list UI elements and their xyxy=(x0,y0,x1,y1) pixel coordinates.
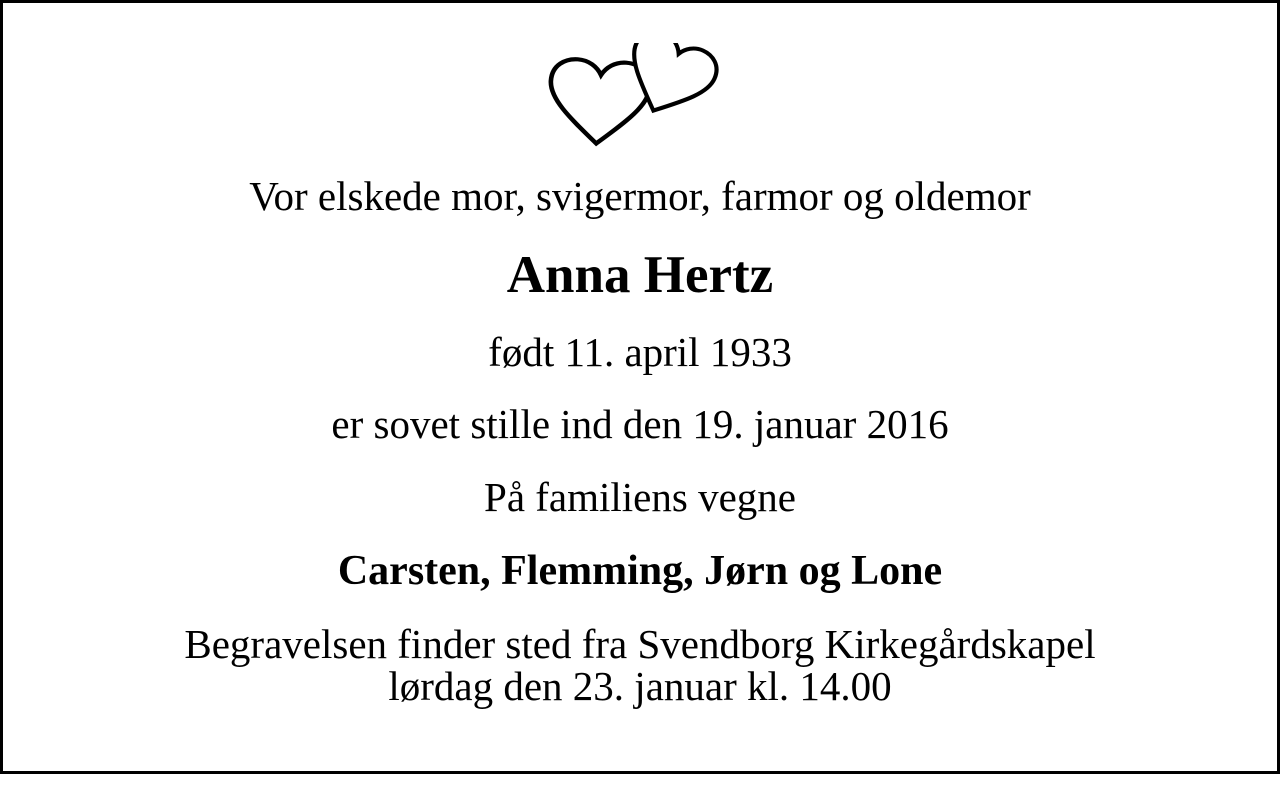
birth-date-line: født 11. april 1933 xyxy=(488,329,792,375)
double-hearts-icon xyxy=(540,43,740,155)
funeral-location-line: Begravelsen finder sted fra Svendborg Kirkegårdskapel xyxy=(184,621,1096,667)
funeral-time-line: lørdag den 23. januar kl. 14.00 xyxy=(388,663,892,709)
on-behalf-line: På familiens vegne xyxy=(484,474,796,520)
deceased-name: Anna Hertz xyxy=(506,246,774,304)
death-notice xyxy=(3,43,1277,811)
intro-line: Vor elskede mor, svigermor, farmor og oldemor xyxy=(249,173,1031,219)
funeral-info xyxy=(3,623,1277,707)
family-names-line: Carsten, Flemming, Jørn og Lone xyxy=(337,548,943,594)
death-date-line: er sovet stille ind den 19. januar 2016 xyxy=(331,401,949,447)
